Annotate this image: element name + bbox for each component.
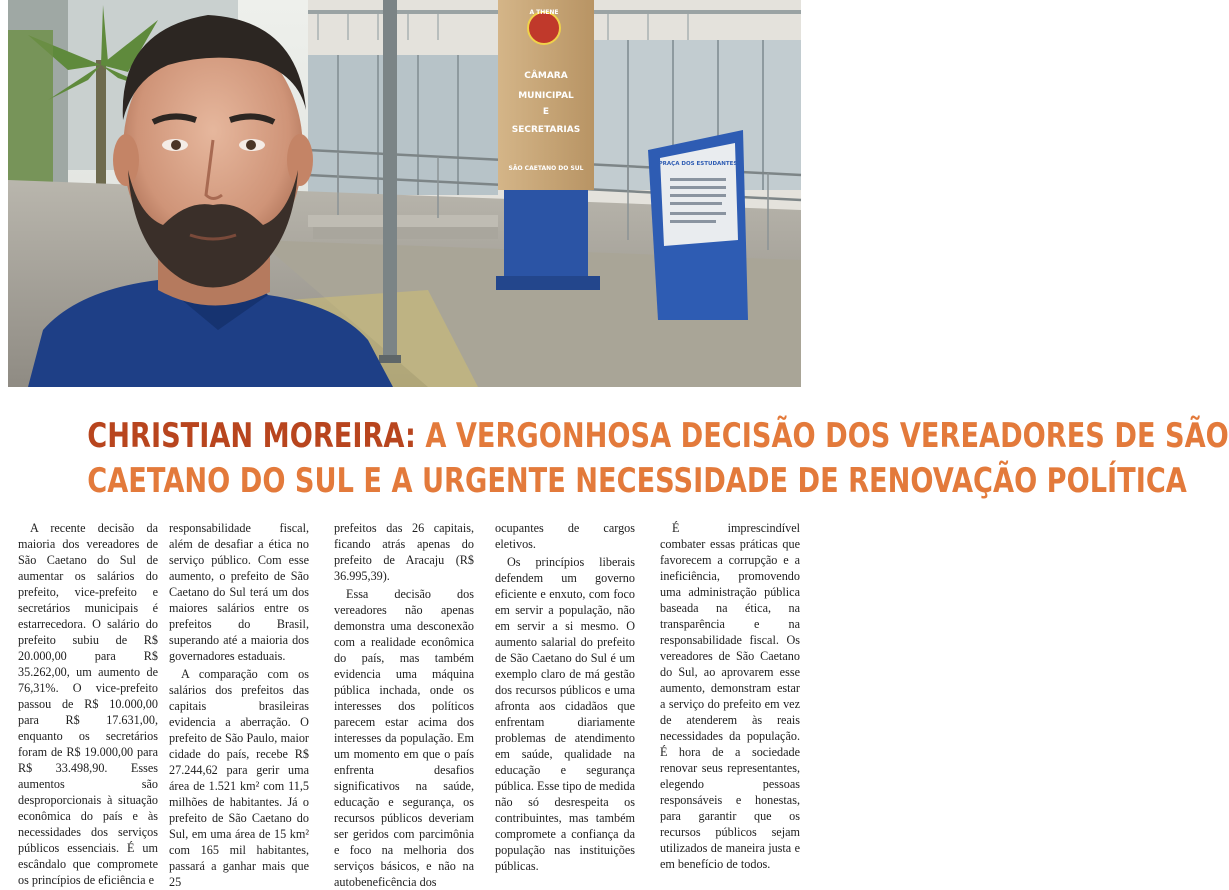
body-column-1 xyxy=(18,520,158,887)
body-column-4 xyxy=(495,520,635,873)
panel-title: PRAÇA DOS ESTUDANTES xyxy=(658,161,738,167)
body-paragraph: responsabilidade fiscal, além de desafiar a ética no serviço público. Com esse aumento, o prefeito de São Caetano do Sul terá um dos maiores salários entre os prefeitos do Brasil, superando até a maioria dos governadores estaduais. xyxy=(169,521,309,663)
sign-line-4: SECRETARIAS xyxy=(511,125,581,135)
photo-illustration xyxy=(8,0,801,387)
body-paragraph: Os princípios liberais defendem um governo eficiente e enxuto, com foco em servir a população, não em servir a si mesmo. O aumento salarial do prefeito de São Caetano do Sul é um exemplo claro de má gestão dos recursos públicos e uma afronta aos cidadãos que enfrentam diariamente problemas de atendimento em saúde, qualidade na educação e segurança pública. Esse tipo de medida não só desrespeita os contribuintes, mas também compromete a confiança da população nas instituições públicas. xyxy=(495,555,635,873)
article-photo xyxy=(8,0,801,387)
article-headline xyxy=(87,414,1229,504)
headline-line-2: CAETANO DO SUL E A URGENTE NECESSIDADE DE RENOVAÇÃO POLÍTICA xyxy=(87,461,1187,501)
sign-badge: A THENE xyxy=(529,9,559,16)
body-paragraph: A recente decisão da maioria dos vereadores de São Caetano do Sul de aumentar os salários do prefeito, vice-prefeito e secretários municipais é estarrecedora. O salário do prefeito subiu de R$ 20.000,00 para R$ 35.262,00, um aumento de 76,31%. O vice-prefeito passou de R$ 10.000,00 para R$ 17.631,00, enquanto os secretários foram de R$ 19.000,00 para R$ 33.498,90. Esses aumentos são desproporcionais à situação econômica do país e às necessidades dos serviços públicos essenciais. É um escândalo que compromete os princípios de eficiência e xyxy=(18,521,158,887)
headline-author-name: CHRISTIAN MOREIRA: xyxy=(87,416,416,456)
sign-line-3: E xyxy=(542,107,550,117)
body-column-2 xyxy=(169,520,309,889)
body-column-3 xyxy=(334,520,474,889)
sign-line-1: CÂMARA xyxy=(524,71,568,81)
sign-city: SÃO CAETANO DO SUL xyxy=(508,165,584,172)
body-paragraph: A comparação com os salários dos prefeitos das capitais brasileiras evidencia a aberração. O prefeito de São Paulo, maior cidade do país, recebe R$ 27.244,62 para gerir uma área de 1.521 km² com 11,5 milhões de habitantes. Já o prefeito de São Caetano do Sul, em uma área de 15 km² com 165 mil habitantes, passará a ganhar mais que 25 xyxy=(169,667,309,889)
body-paragraph: prefeitos das 26 capitais, ficando atrás apenas do prefeito de Aracaju (R$ 36.995,39). xyxy=(334,521,474,583)
body-paragraph: É imprescindível combater essas práticas que favorecem a corrupção e a ineficiência, promovendo uma administração pública baseada na ética, na transparência e na responsabilidade fiscal. Os vereadores de São Caetano do Sul, ao aprovarem esse aumento, demonstram estar a serviço do prefeito em vez de atenderem às reais necessidades da população. É hora de a sociedade renovar seus representantes, elegendo pessoas responsáveis e honestas, para garantir que os recursos públicos sejam utilizados de maneira justa e em benefício de todos. xyxy=(660,521,800,871)
article-body xyxy=(18,520,804,889)
body-paragraph: ocupantes de cargos eletivos. xyxy=(495,521,635,551)
body-paragraph: Essa decisão dos vereadores não apenas demonstra uma desconexão com a realidade econômica do país, mas também evidencia uma máquina pública inchada, onde os interesses dos políticos parecem estar acima dos interesses da população. Em um momento em que o país enfrenta desafios significativos na saúde, educação e segurança, os recursos públicos deveriam ser geridos com parcimônia e foco na melhoria dos serviços básicos, e não na autobeneficência dos xyxy=(334,587,474,889)
sign-line-2: MUNICIPAL xyxy=(518,91,574,101)
body-column-5 xyxy=(660,520,800,871)
headline-line-1 xyxy=(87,414,1229,459)
headline-line-1-rest: A VERGONHOSA DECISÃO DOS VEREADORES DE SÃO xyxy=(415,416,1229,456)
